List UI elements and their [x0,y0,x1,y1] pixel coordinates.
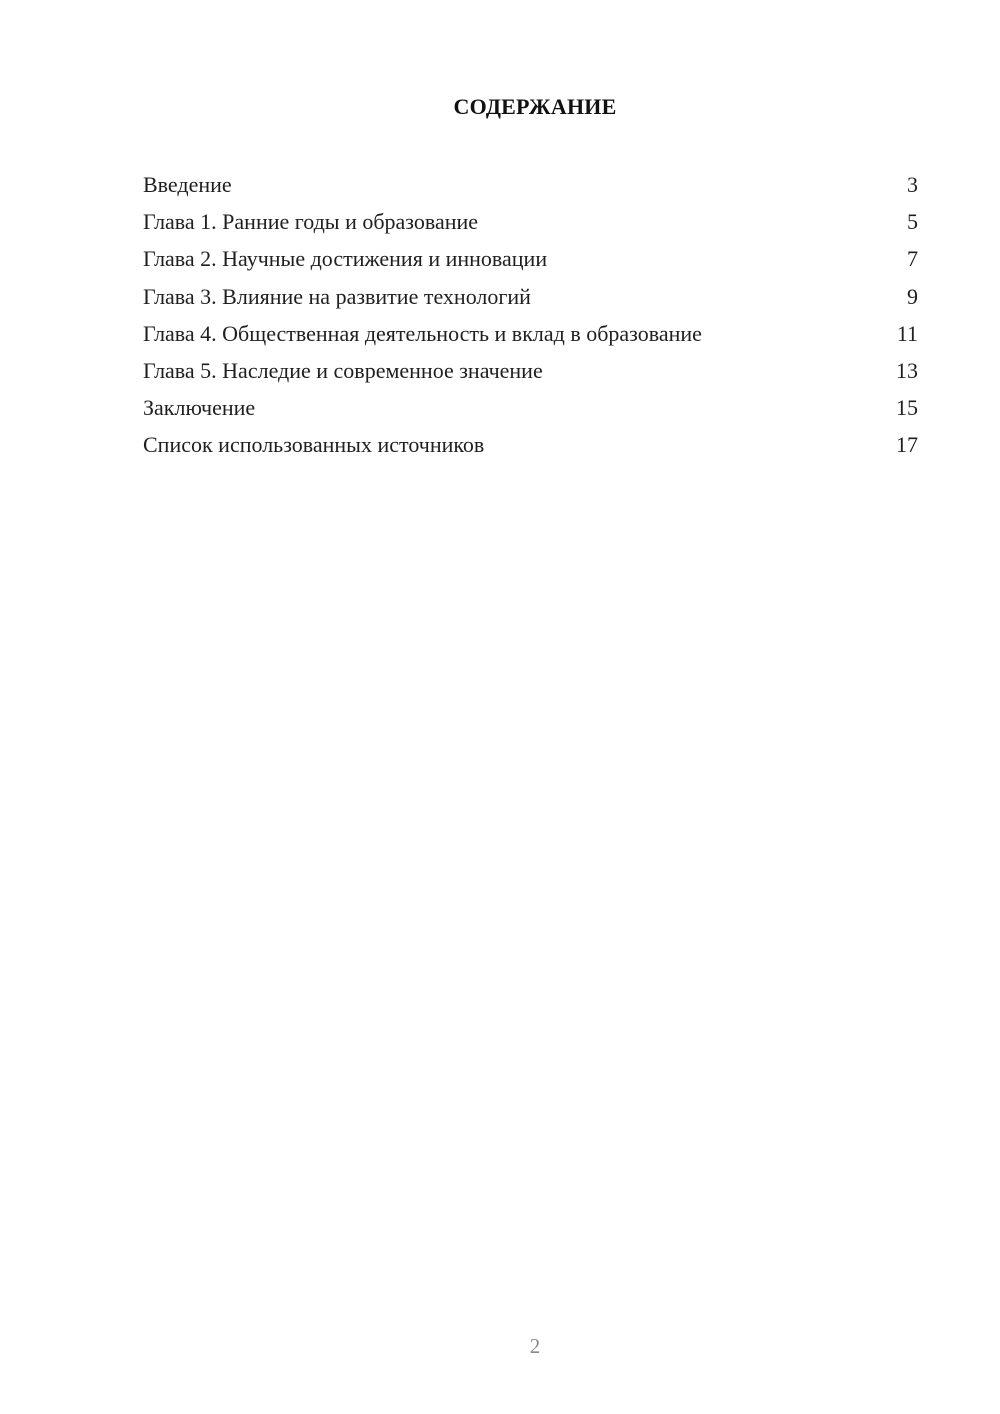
table-of-contents [143,170,918,468]
page-title: СОДЕРЖАНИЕ [453,94,617,119]
toc-entry-label: Глава 2. Научные достижения и инновации [143,246,548,272]
toc-entry-label: Список использованных источников [143,432,485,458]
toc-entry-label: Глава 1. Ранние годы и образование [143,209,479,235]
toc-entry-introduction [143,170,918,207]
toc-entry-conclusion [143,393,918,430]
toc-entry-chapter-1 [143,207,918,244]
toc-entry-page-number: 11 [896,320,918,346]
toc-entry-page-number: 3 [907,172,918,197]
toc-entry-page-number: 7 [907,246,918,272]
toc-entry-chapter-4 [143,319,918,356]
toc-entry-page-number: 15 [896,395,918,421]
toc-entry-chapter-5 [143,356,918,393]
toc-entry-page-number: 13 [896,357,918,383]
toc-entry-label: Заключение [143,395,256,421]
toc-entry-label: Введение [143,172,232,197]
toc-entry-references [143,430,918,467]
toc-entry-page-number: 5 [907,209,918,235]
page-number: 2 [529,1334,541,1358]
toc-entry-label: Глава 4. Общественная деятельность и вклад в образование [143,320,702,346]
toc-entry-label: Глава 5. Наследие и современное значение [143,357,543,383]
toc-entry-page-number: 17 [896,432,918,458]
toc-entry-chapter-2 [143,244,918,281]
toc-entry-label: Глава 3. Влияние на развитие технологий [143,283,531,309]
toc-entry-page-number: 9 [907,283,918,309]
toc-entry-chapter-3 [143,282,918,319]
